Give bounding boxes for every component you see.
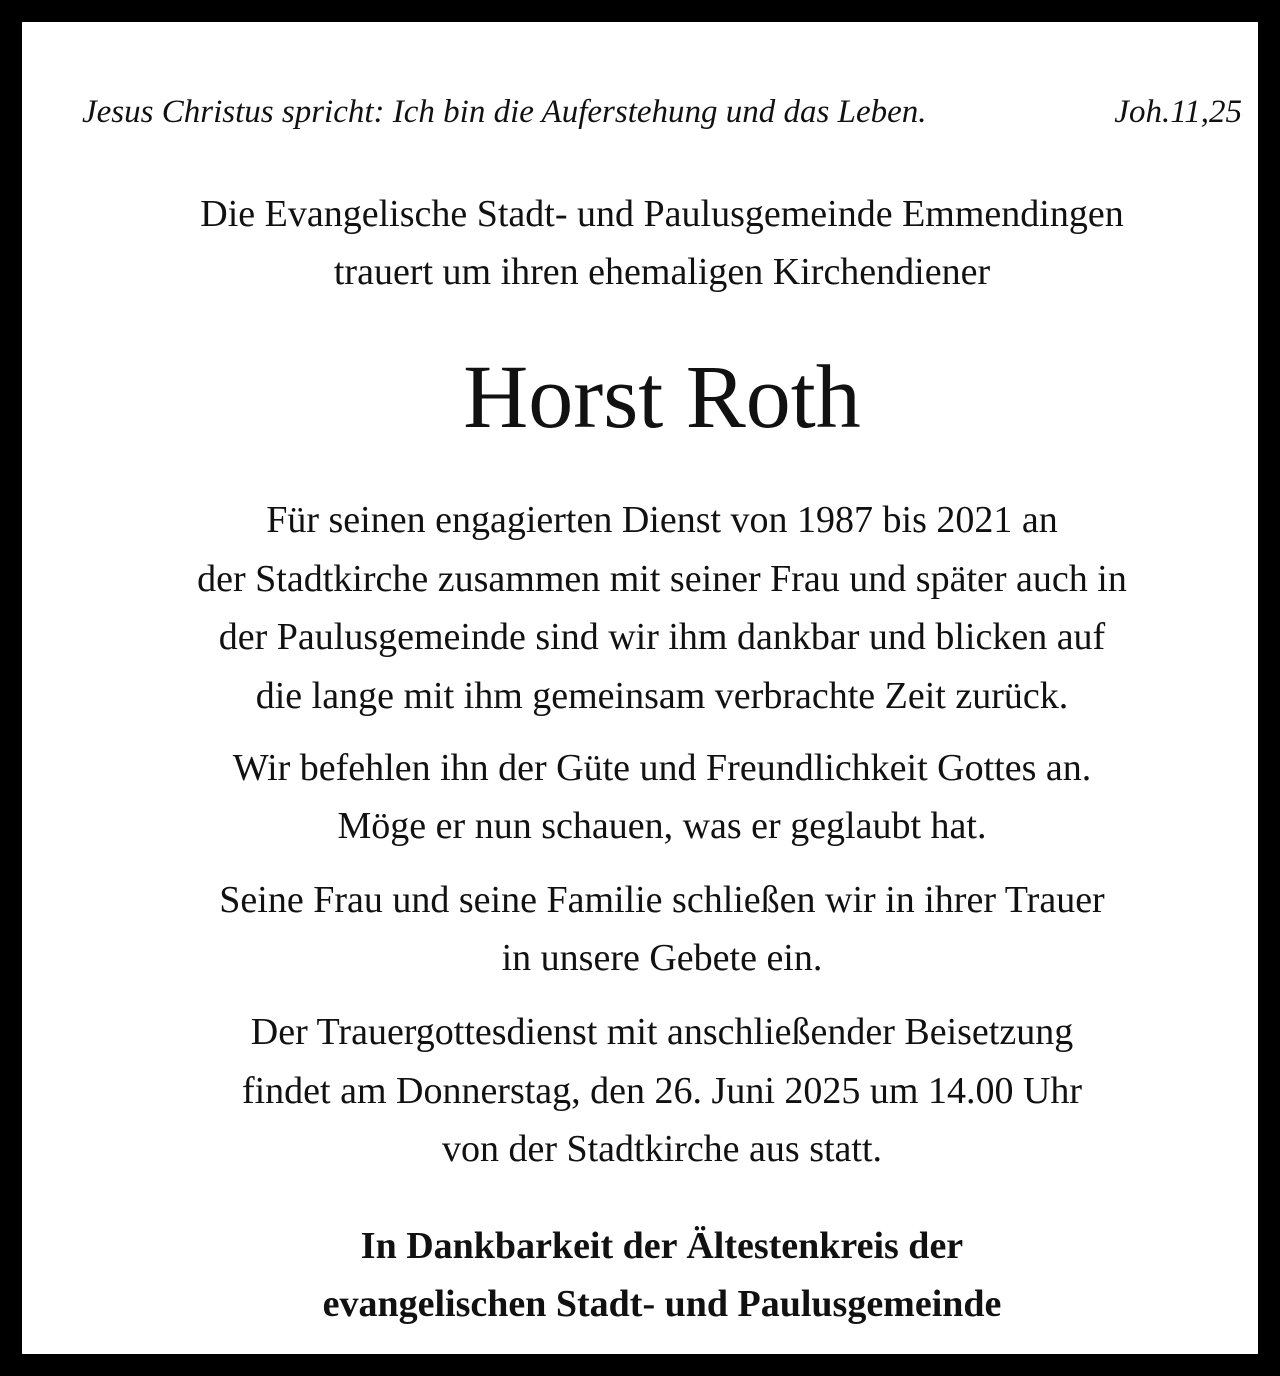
paragraph-funeral-service <box>62 1003 1262 1179</box>
paragraph-line: in unsere Gebete ein. <box>501 937 823 979</box>
signoff <box>62 1217 1262 1333</box>
paragraph-line: die lange mit ihm gemeinsam verbrachte Zeit zurück. <box>255 674 1069 717</box>
signoff-line: In Dankbarkeit der Ältestenkreis der <box>360 1225 964 1267</box>
bible-verse-text: Jesus Christus spricht: Ich bin die Auferstehung und das Leben. <box>82 94 927 130</box>
intro-line: trauert um ihren ehemaligen Kirchendiener <box>333 251 991 293</box>
paragraph-line: von der Stadtkirche aus statt. <box>441 1128 883 1170</box>
paragraph-line: Möge er nun schauen, was er geglaubt hat. <box>337 805 987 847</box>
paragraph-family <box>62 871 1262 987</box>
paragraph-line: der Paulusgemeinde sind wir ihm dankbar und blicken auf <box>218 616 1106 658</box>
paragraph-service <box>62 491 1262 725</box>
paragraph-blessing <box>62 739 1262 855</box>
paragraph-line: Der Trauergottesdienst mit anschließender Beisetzung <box>250 1011 1074 1053</box>
signoff-line: evangelischen Stadt- und Paulusgemeinde <box>322 1283 1002 1325</box>
paragraph-line: Wir befehlen ihn der Güte und Freundlichkeit Gottes an. <box>232 747 1092 789</box>
paragraph-line: Für seinen engagierten Dienst von 1987 bis 2021 an <box>266 499 1058 541</box>
paragraph-line: Seine Frau und seine Familie schließen wir in ihrer Trauer <box>219 879 1105 921</box>
paragraph-line: der Stadtkirche zusammen mit seiner Frau und später auch in <box>197 557 1127 600</box>
bible-verse <box>82 92 1242 132</box>
bible-verse-reference: Joh.11,25 <box>1114 94 1242 130</box>
paragraph-line: findet am Donnerstag, den 26. Juni 2025 um 14.00 Uhr <box>241 1069 1083 1112</box>
intro-line: Die Evangelische Stadt- und Paulusgemeinde Emmendingen <box>200 193 1124 235</box>
intro-text <box>62 185 1262 301</box>
deceased-name: Horst Roth <box>463 348 861 447</box>
